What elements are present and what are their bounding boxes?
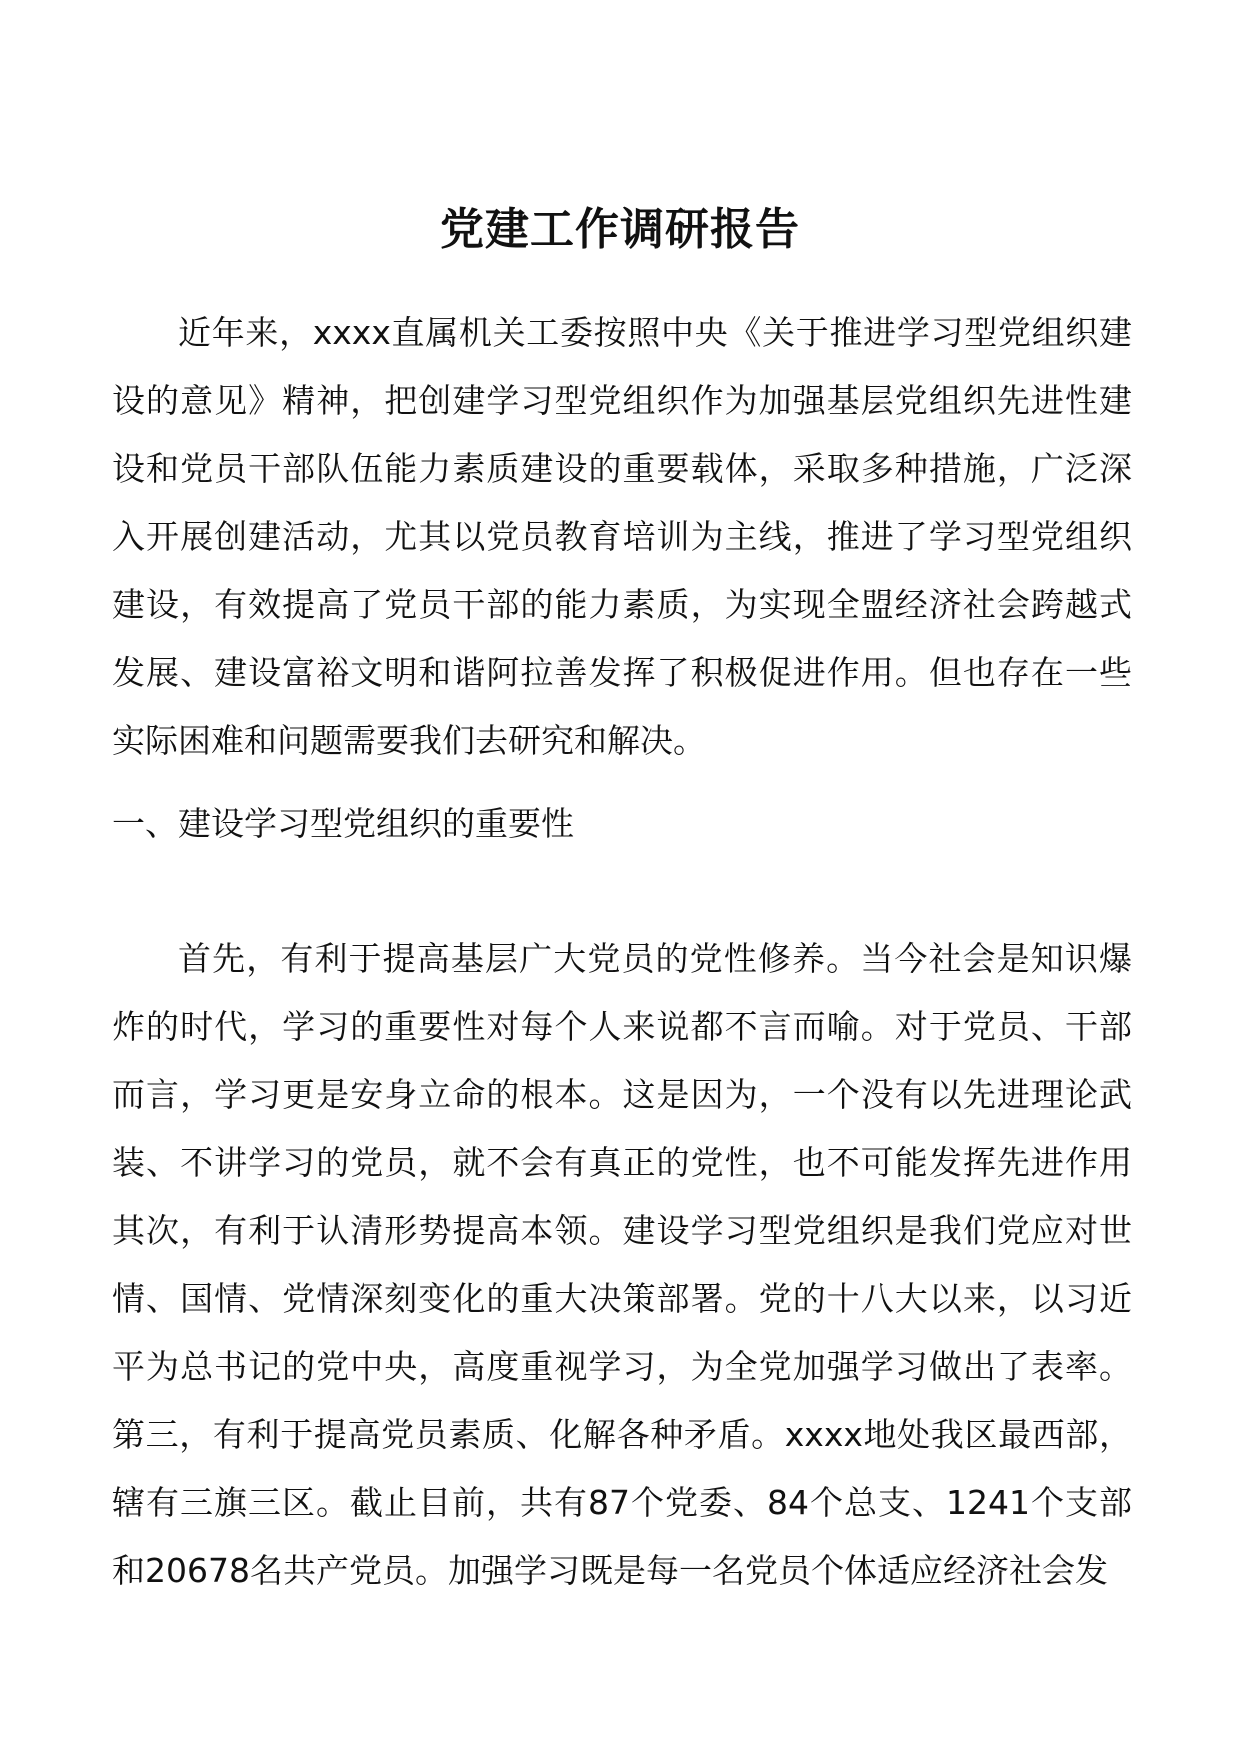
intro-paragraph: 近年来，xxxx直属机关工委按照中央《关于推进学习型党组织建设的意见》精神，把创建学习型党组织作为加强基层党组织先进性建设和党员干部队伍能力素质建设的重要载体，采取多种措施，广泛深入开展创建活动，尤其以党员教育培训为主线，推进了学习型党组织建设，有效提高了党员干部的能力素质，为实现全盟经济社会跨越式发展、建设富裕文明和谐阿拉善发挥了积极促进作用。但也存在一些实际困难和问题需要我们去研究和解决。 bbox=[112, 313, 1132, 760]
section-paragraph: 首先，有利于提高基层广大党员的党性修养。当今社会是知识爆炸的时代，学习的重要性对每个人来说都不言而喻。对于党员、干部而言，学习更是安身立命的根本。这是因为，一个没有以先进理论武装、不讲学习的党员，就不会有真正的党性，也不可能发挥先进作用其次，有利于认清形势提高本领。建设学习型党组织是我们党应对世情、国情、党情深刻变化的重大决策部署。党的十八大以来，以习近平为总书记的党中央，高度重视学习，为全党加强学习做出了表率。第三，有利于提高党员素质、化解各种矛盾。xxxx地处我区最西部，辖有三旗三区。截止目前，共有87个党委、84个总支、1241个支部和20678名共产党员。加强学习既是每一名党员个体适应经济社会发 bbox=[112, 939, 1132, 1590]
section-heading: 一、建设学习型党组织的重要性 bbox=[112, 804, 574, 843]
document-title: 党建工作调研报告 bbox=[440, 204, 800, 255]
